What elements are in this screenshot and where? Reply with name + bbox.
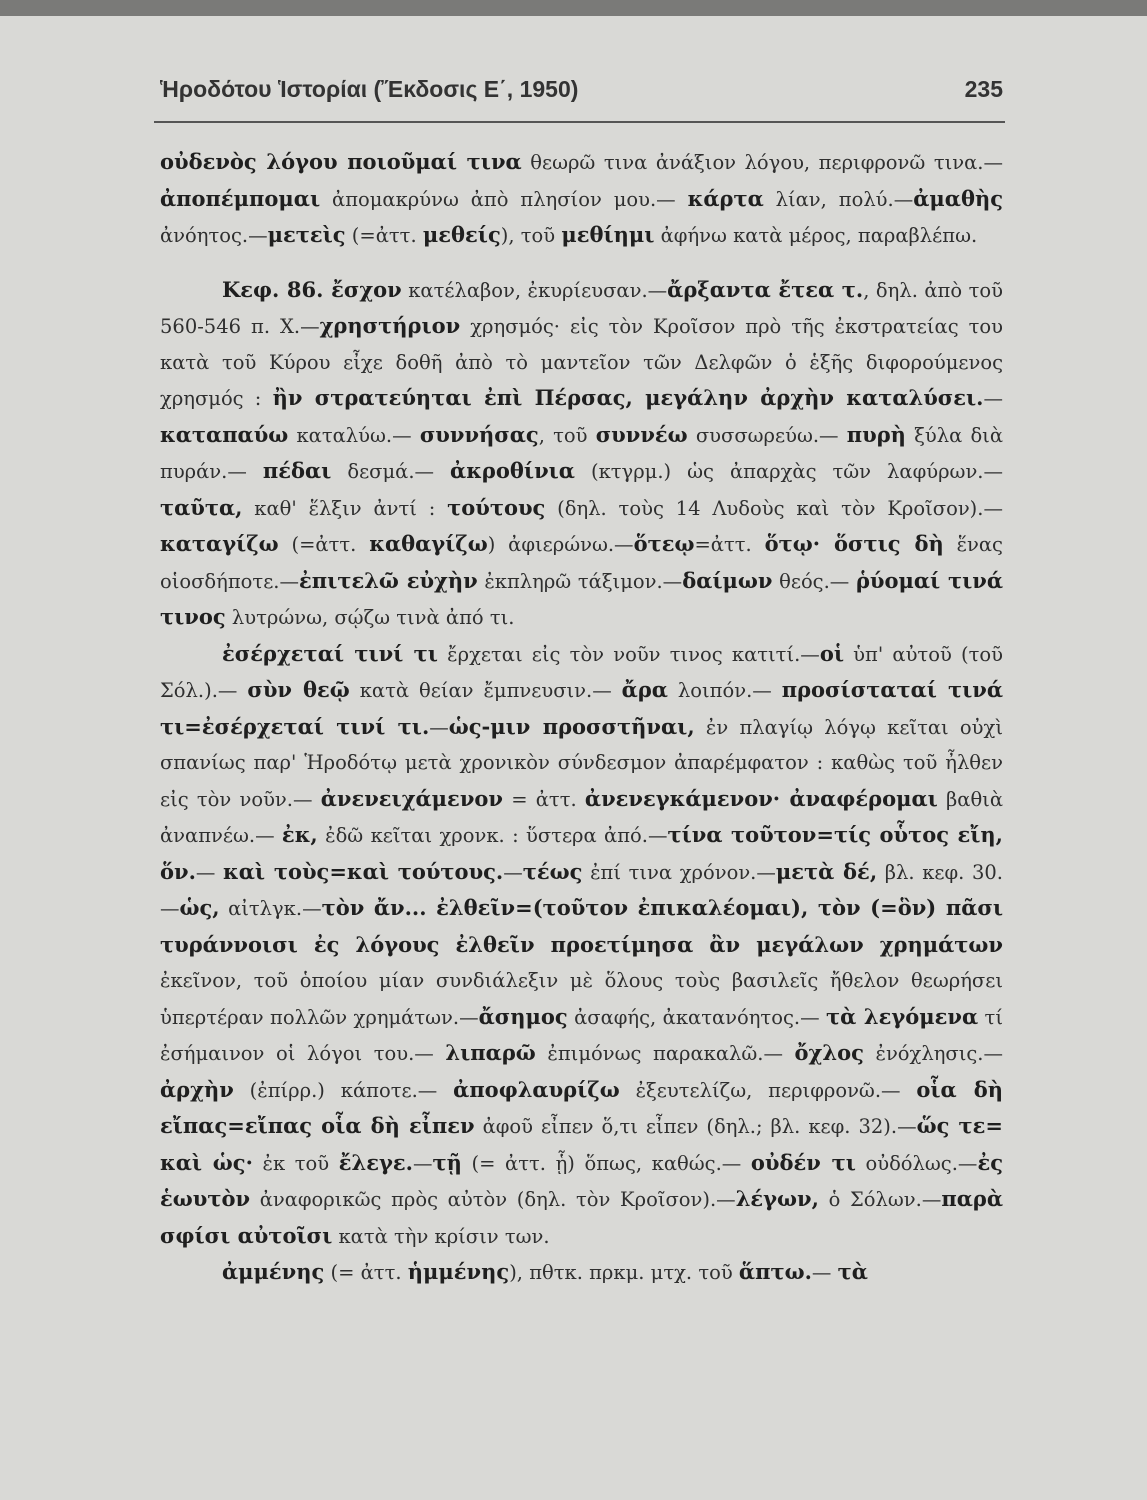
gloss-text: = ἀττ. <box>502 787 585 811</box>
lemma-term: ἐπιτελῶ εὐχὴν <box>299 567 478 593</box>
lemma-term: ἡμμένης <box>407 1259 510 1284</box>
lemma-term: παρὰ σφίσι αὐτοῖσι <box>160 1186 1003 1248</box>
gloss-text: ἔρχεται εἰς τὸν νοῦν τινος κατιτί.— <box>437 642 820 666</box>
lemma-term: ἀποφλαυρίζω <box>453 1076 620 1102</box>
gloss-text: — <box>503 860 523 884</box>
lemma-term: ἐς ἑωυτὸν <box>160 1149 1003 1211</box>
gloss-text: ἀναφορικῶς πρὸς αὐτὸν (δηλ. τὸν Κροῖσον).— <box>250 1188 736 1211</box>
gloss-text: ἐκεῖνον, τοῦ ὁποίου μίαν συνδιάλεξιν μὲ ὅλους τοὺς βασιλεῖς ἤθελον θεωρήσει ὑπερτέραν πολλῶν χρημάτων.— <box>160 969 1003 1029</box>
lemma-term: ἄρξαντα ἔτεα τ. <box>667 276 864 302</box>
lemma-term: οὐδενὸς λόγου ποιοῦμαί τινα <box>160 149 522 174</box>
gloss-text: , δηλ. ἀπὸ τοῦ 560-546 π. Χ.— <box>160 278 1003 338</box>
paragraph-gap <box>160 254 1003 272</box>
gloss-text: ἐκπληρῶ τάξιμον.— <box>477 569 683 593</box>
lemma-term: καταγίζω <box>160 531 279 556</box>
lemma-term: πυρὴ <box>846 421 906 447</box>
lemma-term: καὶ τοὺς=καὶ τούτους. <box>223 858 504 884</box>
lemma-term: Κεφ. 86. ἔσχον <box>222 276 402 302</box>
gloss-text: κατέλαβον, ἐκυρίευσαν.— <box>401 278 668 302</box>
lemma-term: ἄρα <box>621 677 668 702</box>
gloss-text: θεωρῶ τινα ἀνάξιον λόγου, περιφρονῶ τινα.— <box>521 151 1003 174</box>
gloss-text: (=ἀττ. <box>345 224 423 247</box>
lemma-term: οἱ <box>819 640 844 666</box>
gloss-text: — <box>195 860 224 884</box>
gloss-text: τί ἐσήμαινον οἱ λόγοι του.— <box>160 1005 1003 1065</box>
gloss-text: ἀπομακρύνω ἀπὸ πλησίον μου.— <box>320 187 688 211</box>
lemma-term: τὸν ἄν... ἐλθεῖν=(τοῦτον ἐπικαλέομαι), τὸν (=ὃν) πᾶσι τυράννοισι ἐς λόγους ἐλθεῖν προετίμησα ἂν μεγάλων χρημάτων <box>160 895 1003 957</box>
header-rule <box>154 121 1005 123</box>
lemma-term: καθαγίζω <box>369 531 488 556</box>
gloss-text: ἕνας οἱοσδήποτε.— <box>160 533 1003 593</box>
lemma-term: καταπαύω <box>160 421 289 447</box>
lemma-term: ὥς τε= καὶ ὡς· <box>160 1113 1003 1175</box>
lemma-term: πέδαι <box>262 458 332 483</box>
lemma-term: τῇ <box>432 1149 462 1175</box>
lemma-term: τὰ λεγόμενα <box>826 1003 979 1029</box>
gloss-text: ), πθτκ. πρκμ. μτχ. τοῦ <box>509 1261 739 1284</box>
lemma-term: μεθείς <box>422 222 501 247</box>
scan-top-edge <box>0 0 1147 16</box>
gloss-text: ἐνόχλησις.— <box>863 1042 1003 1065</box>
gloss-text: δεσμά.— <box>331 460 451 483</box>
page-number: 235 <box>964 76 1003 102</box>
lemma-term: τίνα τοῦτον=τίς οὗτος εἴη, ὅν. <box>160 822 1003 884</box>
gloss-text: καθ' ἕλξιν ἀντί : <box>242 496 448 520</box>
gloss-text: (= ἀττ. <box>324 1261 408 1284</box>
gloss-text: βαθιὰ ἀναπνέω.— <box>160 787 1003 847</box>
lemma-term: ἄσημος <box>478 1003 568 1029</box>
gloss-text: — <box>412 1151 433 1175</box>
lemma-term: συννέω <box>595 421 688 447</box>
lemma-term: λέγων, <box>735 1186 819 1211</box>
gloss-text: ὑπ' αὐτοῦ (τοῦ Σόλ.).— <box>160 642 1003 702</box>
gloss-text: =ἀττ. <box>694 533 765 556</box>
paragraph-3 <box>160 636 1003 1255</box>
gloss-text: λυτρώνω, σῴζω τινὰ ἀπό τι. <box>225 606 515 629</box>
lemma-term: ταῦτα, <box>160 494 243 520</box>
gloss-text: — <box>429 715 449 739</box>
gloss-text: ἀφήνω κατὰ μέρος, παραβλέπω. <box>654 224 978 247</box>
gloss-text: — <box>811 1261 838 1284</box>
lemma-term: χρηστήριον <box>319 313 461 338</box>
lemma-term: ἀρχὴν <box>160 1076 234 1102</box>
lemma-term: ἀνενεγκάμενον· ἀναφέρομαι <box>584 785 938 811</box>
gloss-text: ἀνόητος.— <box>160 224 268 247</box>
lemma-term: ἀμαθὴς <box>913 185 1004 211</box>
lemma-term: συννήσας <box>419 421 539 447</box>
lemma-term: οὐδέν τι <box>750 1149 856 1175</box>
commentary-body <box>160 144 1003 1291</box>
lemma-term: προσίσταταί τινά τι=ἐσέρχεταί τινί τι. <box>160 677 1004 739</box>
gloss-text: (ἐπίρρ.) κάποτε.— <box>233 1078 454 1102</box>
lemma-term: ἅπτω. <box>738 1259 812 1284</box>
gloss-text: λοιπόν.— <box>667 679 782 702</box>
gloss-text: (=ἀττ. <box>278 533 370 556</box>
lemma-term: ἔλεγε. <box>338 1149 413 1175</box>
lemma-term: ἀνενειχάμενον <box>320 785 503 811</box>
gloss-text: ἀφοῦ εἶπεν ὅ,τι εἶπεν (δηλ.; βλ. κεφ. 32).— <box>474 1115 917 1138</box>
lemma-term: ὅτῳ· ὅστις δὴ <box>764 531 944 556</box>
lemma-term: τέως <box>522 858 583 884</box>
gloss-text: ) ἀφιερώνω.— <box>487 533 634 556</box>
gloss-text: λίαν, πολύ.— <box>763 187 914 211</box>
gloss-text: ξύλα διὰ πυράν.— <box>160 423 1003 483</box>
lemma-term: ὄχλος <box>794 1040 864 1065</box>
gloss-text: ἐπιμόνως παρακαλῶ.— <box>535 1042 795 1065</box>
gloss-text: ἐπί τινα χρόνον.— <box>582 860 776 884</box>
lemma-term: ἢν στρατεύηται ἐπὶ Πέρσας, μεγάλην ἀρχὴν καταλύσει. <box>272 385 984 410</box>
lemma-term: μετὰ δέ, <box>775 858 878 884</box>
lemma-term: λιπαρῶ <box>445 1040 536 1065</box>
lemma-term: μεθίημι <box>561 222 655 247</box>
lemma-term: ἀμμένης <box>222 1259 325 1284</box>
lemma-term: ἐκ, <box>281 822 318 847</box>
gloss-text: ἀσαφής, ἀκατανόητος.— <box>567 1005 827 1029</box>
gloss-text: ἐκ τοῦ <box>252 1151 339 1175</box>
running-title: Ἡροδότου Ἱστορίαι (Ἔκδοσις Ε΄, 1950) <box>160 76 579 102</box>
gloss-text: ὁ Σόλων.— <box>818 1188 942 1211</box>
gloss-text: θεός.— <box>772 569 856 593</box>
gloss-text: (δηλ. τοὺς 14 Λυδοὺς καὶ τὸν Κροῖσον).— <box>545 496 1003 520</box>
lemma-term: ἐσέρχεταί τινί τι <box>222 640 438 666</box>
lemma-term: τὰ <box>837 1259 868 1284</box>
gloss-text: ), τοῦ <box>500 224 562 247</box>
gloss-text: ἐν πλαγίῳ λόγῳ κεῖται οὐχὶ σπανίως παρ' Ἡροδότῳ μετὰ χρονικὸν σύνδεσμον ἀπαρέμφατον : καθὼς τοῦ ἦλθεν εἰς τὸν νοῦν.— <box>160 715 1003 811</box>
lemma-term: τούτους <box>447 494 546 520</box>
paragraph-4 <box>160 1254 1003 1291</box>
lemma-term: μετεὶς <box>267 222 346 247</box>
gloss-text: κατὰ θείαν ἔμπνευσιν.— <box>349 679 622 702</box>
running-header <box>160 76 1003 116</box>
lemma-term: κάρτα <box>687 185 764 211</box>
gloss-text: καταλύω.— <box>288 423 420 447</box>
gloss-text: , τοῦ <box>538 423 596 447</box>
gloss-text: κατὰ τὴν κρίσιν των. <box>332 1224 550 1248</box>
lemma-term: σὺν θεῷ <box>247 677 350 702</box>
paragraph-ch86 <box>160 272 1003 636</box>
lemma-term: οἷα δὴ εἴπας=εἴπας οἷα δὴ εἶπεν <box>160 1076 1003 1138</box>
lemma-term: ἀκροθίνια <box>450 458 575 483</box>
gloss-text: ἐξευτελίζω, περιφρονῶ.— <box>619 1078 917 1102</box>
gloss-text: — <box>983 387 1003 410</box>
paragraph-1 <box>160 144 1003 254</box>
lemma-term: ὡς, <box>179 895 220 920</box>
gloss-text: ἐδῶ κεῖται χρονκ. : ὕστερα ἀπό.— <box>317 824 668 847</box>
lemma-term: ὡς-μιν προσστῆναι, <box>448 713 695 739</box>
lemma-term: ὅτεῳ <box>633 531 695 556</box>
gloss-text: συσσωρεύω.— <box>687 423 847 447</box>
gloss-text: (κτγρμ.) ὡς ἀπαρχὰς τῶν λαφύρων.— <box>574 460 1003 483</box>
gloss-text: βλ. κεφ. 30.— <box>160 860 1003 920</box>
gloss-text: αἰτλγκ.— <box>219 897 322 920</box>
gloss-text: (= ἀττ. ᾗ) ὅπως, καθώς.— <box>461 1151 751 1175</box>
lemma-term: δαίμων <box>682 567 773 593</box>
lemma-term: ἀποπέμπομαι <box>160 185 321 211</box>
gloss-text: οὐδόλως.— <box>855 1151 978 1175</box>
lemma-term: ῥύομαί τινά τινος <box>160 567 1003 629</box>
gloss-text: χρησμός· εἰς τὸν Κροῖσον πρὸ τῆς ἐκστρατείας του κατὰ τοῦ Κύρου εἶχε δοθῆ ἀπὸ τὸ μαντεῖον τῶν Δελφῶν ὁ ἑξῆς διφορούμενος χρησμός : <box>160 315 1003 410</box>
